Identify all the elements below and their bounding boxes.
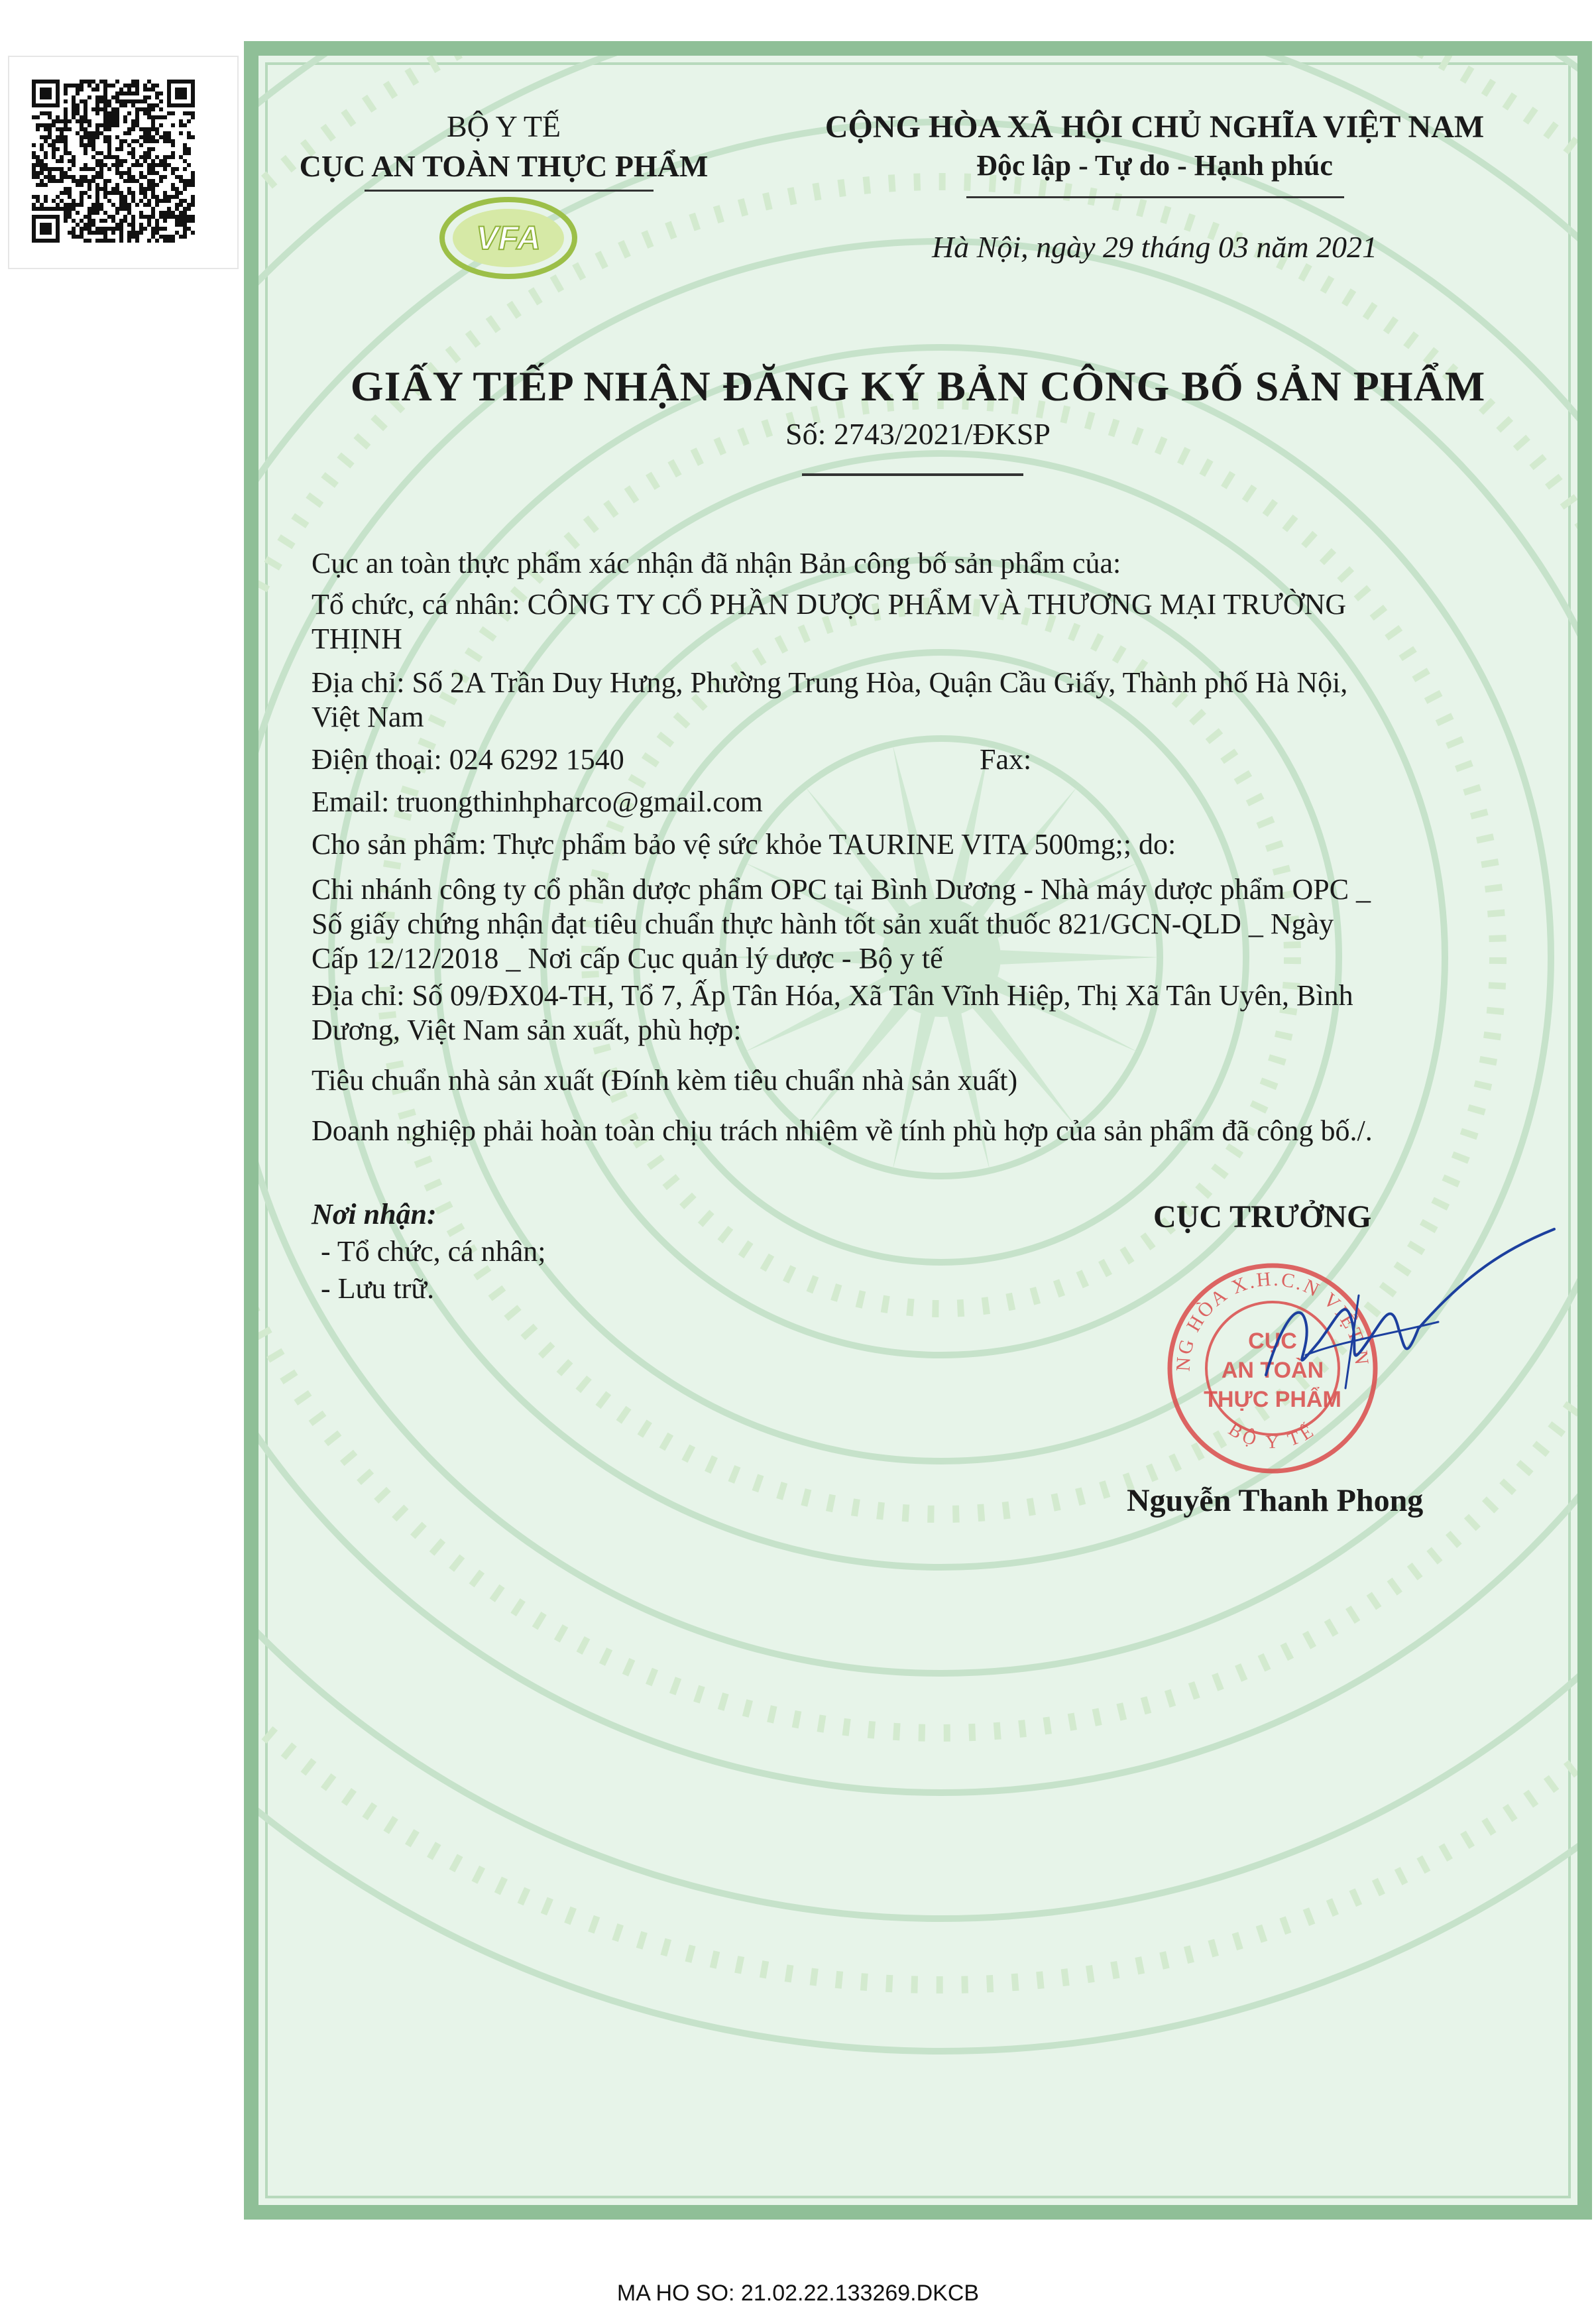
responsibility-line: Doanh nghiệp phải hoàn toàn chịu trách nhiệm về tính phù hợp của sản phẩm đã công bố./.: [312, 1114, 1373, 1147]
certificate-frame: [244, 41, 1592, 2220]
svg-text:VFA: VFA: [476, 219, 541, 257]
nation-title: CỘNG HÒA XÃ HỘI CHỦ NGHĨA VIỆT NAM: [825, 109, 1485, 145]
svg-text:CỘNG HÒA X.H.C.N VIỆT NAM: NG HÒA X.H.C.N VIỆT N: [1172, 1268, 1373, 1372]
svg-text:AN TOÀN: AN TOÀN: [1221, 1358, 1324, 1383]
certificate-title: GIẤY TIẾP NHẬN ĐĂNG KÝ BẢN CÔNG BỐ SẢN PHẨM: [350, 363, 1486, 410]
manufacturer-line-1: Chi nhánh công ty cổ phần dược phẩm OPC tại Bình Dương - Nhà máy dược phẩm OPC _: [312, 873, 1371, 906]
place-date: Hà Nội, ngày 29 tháng 03 năm 2021: [931, 230, 1378, 264]
qr-code: [8, 56, 239, 269]
address-line-1: Địa chỉ: Số 2A Trần Duy Hưng, Phường Trung Hòa, Quận Cầu Giấy, Thành phố Hà Nội,: [312, 666, 1348, 699]
intro-text: Cục an toàn thực phẩm xác nhận đã nhận Bản công bố sản phẩm của:: [312, 547, 1121, 579]
manufacturer-address-2: Dương, Việt Nam sản xuất, phù hợp:: [312, 1014, 742, 1046]
organization-line-2: THỊNH: [312, 623, 402, 655]
recipient-item: - Tổ chức, cá nhân;: [321, 1235, 546, 1268]
certificate-number: Số: 2743/2021/ĐKSP: [785, 417, 1051, 451]
right-header-rule: [966, 196, 1344, 198]
email-address: Email: truongthinhpharco@gmail.com: [312, 786, 763, 818]
dossier-code: MA HO SO: 21.02.22.133269.DKCB: [616, 2281, 980, 2306]
svg-text:CỤC: CỤC: [1248, 1329, 1297, 1354]
manufacturer-address-1: Địa chỉ: Số 09/ĐX04-TH, Tổ 7, Ấp Tân Hóa, Xã Tân Vĩnh Hiệp, Thị Xã Tân Uyên, Bình: [312, 979, 1353, 1012]
national-motto: Độc lập - Tự do - Hạnh phúc: [976, 149, 1333, 182]
manufacturer-line-2: Số giấy chứng nhận đạt tiêu chuẩn thực hành tốt sản xuất thuốc 821/GCN-QLD _ Ngày: [312, 908, 1334, 940]
address-line-2: Việt Nam: [312, 701, 424, 733]
signatory-name: Nguyễn Thanh Phong: [1127, 1483, 1424, 1518]
left-header-rule: [365, 190, 654, 192]
fax-number: Fax:: [980, 743, 1032, 776]
svg-text:BỘ Y TẾ: BỘ Y TẾ: [1224, 1419, 1321, 1453]
ministry-name: BỘ Y TẾ: [446, 109, 561, 143]
vfa-logo-icon: [439, 196, 578, 280]
qr-code-icon: [32, 80, 212, 245]
department-name: CỤC AN TOÀN THỰC PHẨM: [299, 149, 709, 183]
organization-line-1: Tổ chức, cá nhân: CÔNG TY CỔ PHẦN DƯỢC PHẨM VÀ THƯƠNG MẠI TRƯỜNG: [312, 588, 1347, 621]
svg-text:THỰC PHẨM: THỰC PHẨM: [1204, 1387, 1341, 1412]
phone-number: Điện thoại: 024 6292 1540: [312, 743, 624, 776]
product-line: Cho sản phẩm: Thực phẩm bảo vệ sức khỏe TAURINE VITA 500mg;; do:: [312, 828, 1176, 861]
handwritten-signature: [1186, 1222, 1558, 1421]
manufacturer-line-3: Cấp 12/12/2018 _ Nơi cấp Cục quản lý dược - Bộ y tế: [312, 942, 943, 975]
title-rule: [802, 473, 1023, 476]
vfa-logo: [439, 196, 578, 280]
recipient-item: - Lưu trữ.: [321, 1272, 435, 1305]
document-body: [258, 56, 1577, 2205]
signatory-role: CỤC TRƯỞNG: [1153, 1199, 1372, 1234]
standard-line: Tiêu chuẩn nhà sản xuất (Đính kèm tiêu chuẩn nhà sản xuất): [312, 1064, 1018, 1097]
recipients-heading: Nơi nhận:: [312, 1198, 437, 1230]
signature-stroke-icon: [1186, 1222, 1558, 1421]
